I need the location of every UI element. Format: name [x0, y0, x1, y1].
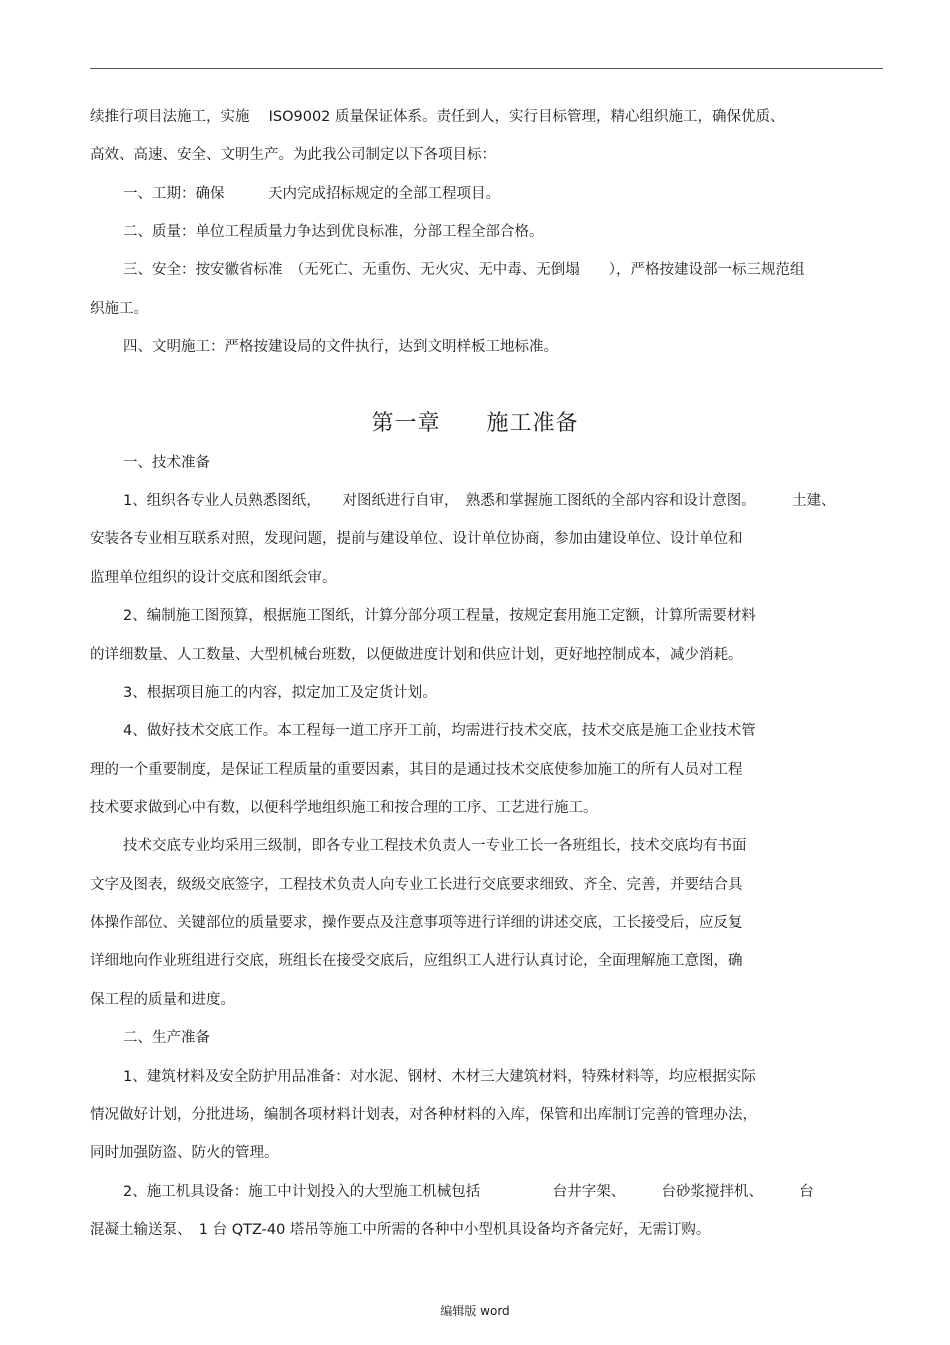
disclosure-paragraph-line: 文字及图表，级级交底签字，工程技术负责人向专业工长进行交底要求细致、齐全、完善，并要结合具 [90, 877, 743, 893]
goal-schedule: 一、工期：确保 天内完成招标规定的全部工程项目。 [123, 186, 500, 202]
intro-paragraph-line: 续推行项目法施工，实施 ISO9002 质量保证体系。责任到人，实行目标管理，精心组织施工，确保优质、 [90, 109, 785, 125]
production-item-2-line: 混凝土输送泵、 1 台 QTZ-40 塔吊等施工中所需的各种中小型机具设备均齐备完好，无需订购。 [90, 1222, 711, 1238]
section-heading-technical: 一、技术准备 [123, 455, 210, 471]
technical-item-2: 2、编制施工图预算，根据施工图纸，计算分部分项工程量，按规定套用施工定额，计算所需要材料 [123, 608, 756, 624]
production-item-1-line: 情况做好计划，分批进场，编制各项材料计划表，对各种材料的入库，保管和出库制订完善的管理办法， [90, 1107, 757, 1123]
technical-item-1-line: 监理单位组织的设计交底和图纸会审。 [90, 570, 337, 586]
page-footer: 编辑版 word [440, 1304, 510, 1318]
disclosure-paragraph-line: 保工程的质量和进度。 [90, 992, 235, 1008]
technical-item-4-line: 技术要求做到心中有数，以便科学地组织施工和按合理的工序、工艺进行施工。 [90, 800, 598, 816]
technical-item-4: 4、做好技术交底工作。本工程每一道工序开工前，均需进行技术交底，技术交底是施工企业技术管 [123, 723, 756, 739]
header-rule [90, 68, 883, 69]
disclosure-paragraph-line: 体操作部位、关键部位的质量要求，操作要点及注意事项等进行详细的讲述交底，工长接受后，应反复 [90, 915, 743, 931]
disclosure-paragraph-line: 详细地向作业班组进行交底，班组长在接受交底后，应组织工人进行认真讨论，全面理解施工意图，确 [90, 953, 743, 969]
section-heading-production: 二、生产准备 [123, 1030, 210, 1046]
goal-civilized-construction: 四、文明施工：严格按建设局的文件执行，达到文明样板工地标准。 [123, 339, 558, 355]
production-item-2: 2、施工机具设备：施工中计划投入的大型施工机械包括 台井字架、 台砂浆搅拌机、 台 [123, 1184, 814, 1200]
production-item-1-line: 同时加强防盗、防火的管理。 [90, 1145, 279, 1161]
chapter-title: 第一章 施工准备 [371, 411, 579, 436]
intro-paragraph-line: 高效、高速、安全、文明生产。为此我公司制定以下各项目标： [90, 147, 496, 163]
production-item-1: 1、建筑材料及安全防护用品准备：对水泥、钢材、木材三大建筑材料，特殊材料等，均应根据实际 [123, 1069, 756, 1085]
technical-item-1-line: 安装各专业相互联系对照，发现问题，提前与建设单位、设计单位协商，参加由建设单位、设计单位和 [90, 531, 743, 547]
technical-item-1: 1、组织各专业人员熟悉图纸， 对图纸进行自审， 熟悉和掌握施工图纸的全部内容和设计意图。 土建、 [123, 493, 836, 509]
disclosure-paragraph-line: 技术交底专业均采用三级制，即各专业工程技术负责人一专业工长一各班组长，技术交底均有书面 [123, 838, 747, 854]
goal-safety-continued: 织施工。 [90, 301, 148, 317]
technical-item-4-line: 理的一个重要制度，是保证工程质量的重要因素，其目的是通过技术交底使参加施工的所有人员对工程 [90, 762, 743, 778]
goal-quality: 二、质量：单位工程质量力争达到优良标准，分部工程全部合格。 [123, 224, 544, 240]
technical-item-3: 3、根据项目施工的内容，拟定加工及定货计划。 [123, 685, 437, 701]
technical-item-2-line: 的详细数量、人工数量、大型机械台班数，以便做进度计划和供应计划，更好地控制成本，减少消耗。 [90, 647, 743, 663]
goal-safety: 三、安全：按安徽省标准 （无死亡、无重伤、无火灾、无中毒、无倒塌 ），严格按建设部一标三规范组 [123, 262, 805, 278]
